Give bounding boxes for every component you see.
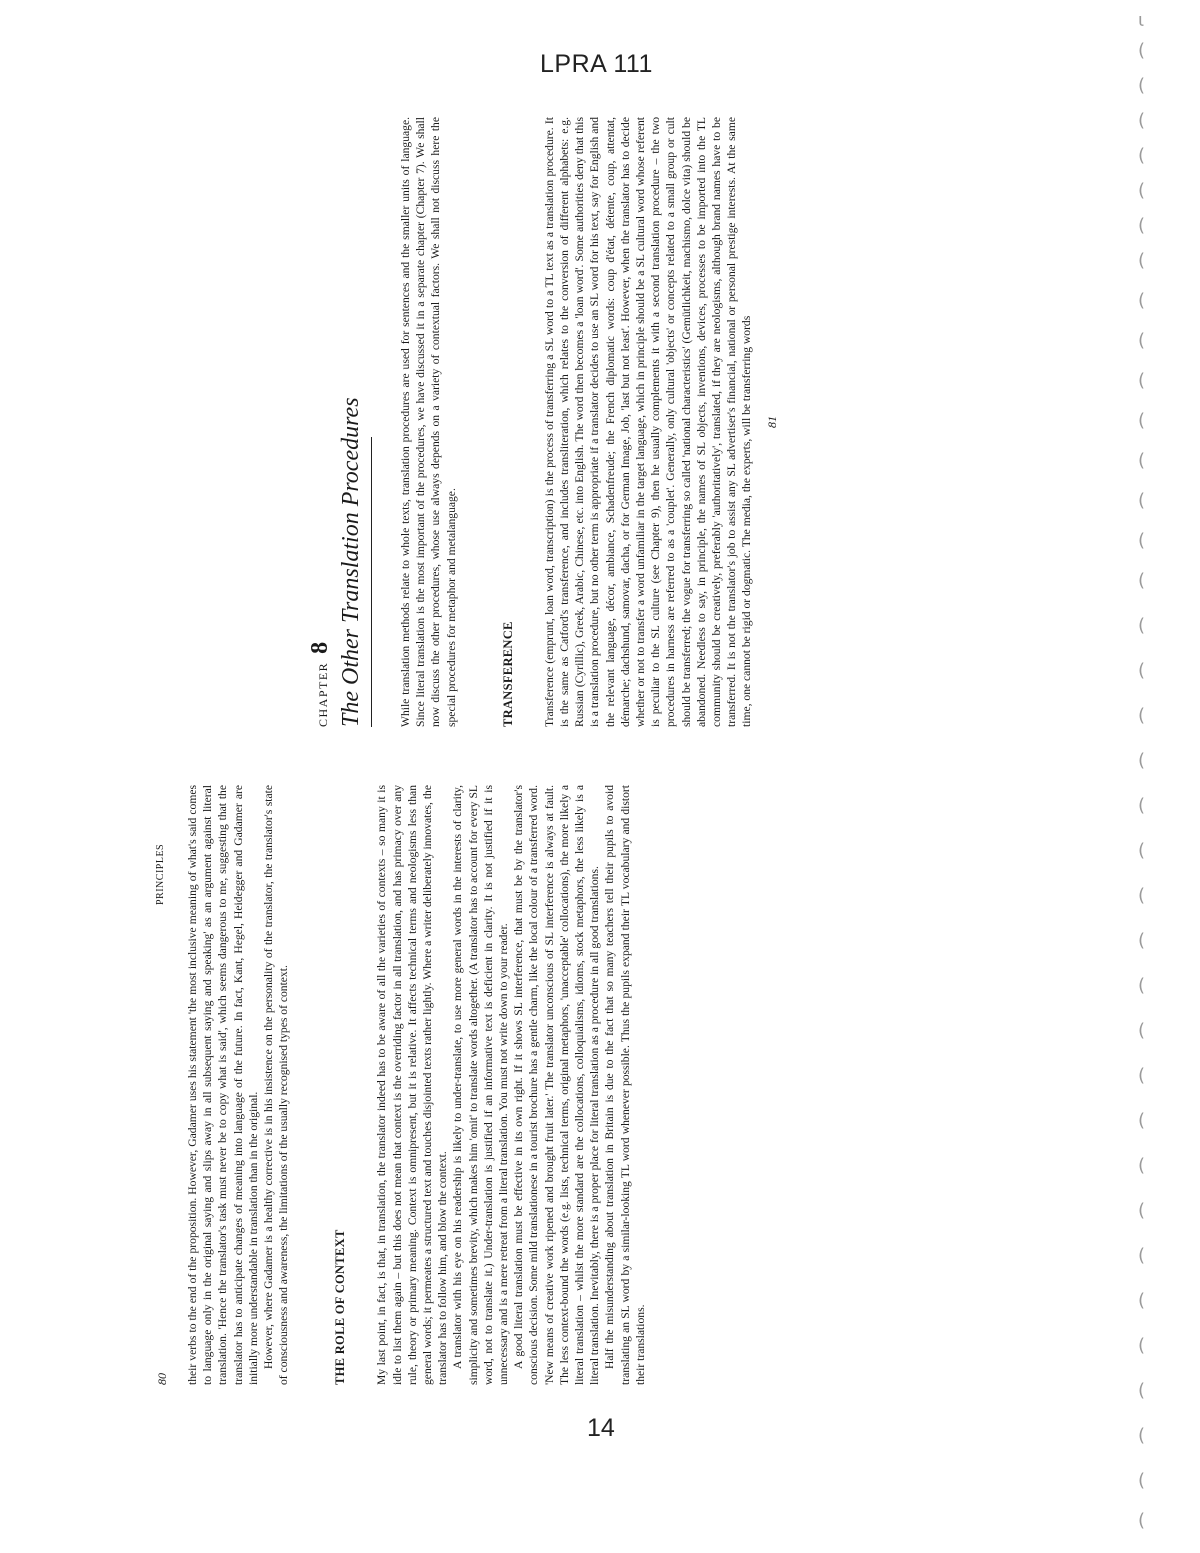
left-page-number: 80 bbox=[155, 1373, 169, 1385]
binding-mark: ( bbox=[1138, 490, 1146, 511]
binding-mark: ( bbox=[1138, 615, 1146, 636]
binding-mark: ( bbox=[1138, 330, 1146, 351]
binding-mark: ( bbox=[1138, 750, 1146, 771]
binding-edge-marks bbox=[1138, 0, 1168, 1553]
binding-mark: ( bbox=[1138, 1245, 1146, 1266]
heading-transference: TRANSFERENCE bbox=[500, 621, 515, 727]
left-paragraph-5: A good literal translation must be effective in its own right. If it shows SL interference, that must be by the translator's conscious decision. Some mild translationese in a tourist brochure has a gentle charm, like the local colour of a transferred word. 'New means of creative work ripened and brought fruit later.' The translator unconscious of SL interference is always at fault. The less context-bound the words (e.g. lists, technical terms, original metaphors, 'unacceptable' collocations), the more likely a literal translation – whilst the more standard are the collocations, colloquialisms, idioms, stock metaphors, the less likely is a literal translation. Inevitably, there is a proper place for literal translation as a procedure in all good translations. bbox=[512, 785, 602, 1385]
binding-mark: ( bbox=[1138, 40, 1146, 61]
heading-role-of-context: THE ROLE OF CONTEXT bbox=[333, 1229, 348, 1385]
binding-mark: ι bbox=[1138, 10, 1145, 31]
right-paragraph-1: While translation methods relate to whole texts, translation procedures are used for sentences and the smaller units of language. Since literal translation is the most important of the procedures, we have discussed it in a separate chapter (Chapter 7). We shall now discuss the other procedures, whose use always depends on a variety of contextual factors. We shall not discuss here the special procedures for metaphor and metalanguage. bbox=[399, 117, 458, 727]
right-paragraph-2: Transference (emprunt, loan word, transcription) is the process of transferring a SL word to a TL text as a translation procedure. It is the same as Catford's transference, and includes transliteration, which relates to the conversion of different alphabets: e.g. Russian (Cyrillic), Greek, Arabic, Chinese, etc. into English. The word then becomes a 'loan word'. Some authorities deny that this is a translation procedure, but no other term is appropriate if a translator decides to use an SL word for his text, say for English and the relevant language, décor, ambiance, Schadenfreude; the French diplomatic words: coup d'état, détente, coup, attentat, démarche; dachshund, samovar, dacha, or for German Image, Job, 'last but not least'. However, when the translator has to decide whether or not to transfer a word unfamiliar in the target language, which in principle should be a SL cultural word whose referent is peculiar to the SL culture (see Chapter 9), then he usually complements it with a second translation procedure – the two procedures in harness are referred to as a 'couplet'. Generally, only cultural 'objects' or concepts related to a small group or cult should be transferred; the vogue for transferring so called 'national characteristics' (Gemütlichkeit, machismo, dolce vita) should be abandoned. Needless to say, in principle, the names of SL objects, inventions, devices, processes to be imported into the TL community should be creatively, preferably 'authoritatively', translated, if they are neologisms, although brand names have to be transferred. It is not the translator's job to assist any SL advertiser's financial, national or personal prestige interests. At the same time, one cannot be rigid or dogmatic. The media, the experts, will be transferring words bbox=[542, 117, 754, 727]
right-book-page bbox=[155, 117, 895, 727]
binding-mark: ( bbox=[1138, 370, 1146, 391]
binding-mark: ( bbox=[1138, 75, 1146, 96]
left-paragraph-2: However, where Gadamer is a healthy corrective is in his insistence on the personality of the translator, the translator's state of consciousness and awareness, the limitations of the usually recognised types of context. bbox=[262, 785, 291, 1385]
binding-mark: ( bbox=[1138, 705, 1146, 726]
chapter-label bbox=[307, 117, 334, 727]
header-code: LPRA 111 bbox=[540, 50, 653, 78]
binding-mark: ( bbox=[1138, 1110, 1146, 1131]
left-paragraph-4: A translator with his eye on his readership is likely to under-translate, to use more general words in the interests of clarity, simplicity and sometimes brevity, which makes him 'omit' to translate words altogether. (A translator has to account for every SL word, not to translate it.) Under-translation is justified if an informative text is deficient in clarity. It is not justified if it is unnecessary and is a mere retreat from a literal translation. You must not write down to your reader. bbox=[451, 785, 511, 1385]
binding-mark: ( bbox=[1138, 1510, 1146, 1531]
left-running-title: PRINCIPLES bbox=[155, 843, 166, 905]
binding-mark: ( bbox=[1138, 410, 1146, 431]
binding-mark: ( bbox=[1138, 530, 1146, 551]
left-paragraph-1: their verbs to the end of the proposition. However, Gadamer uses his statement 'the most inclusive meaning of what's said comes to language only in the original saying and slips away in all subsequent saying and speaking' as an argument against literal translation. 'Hence the translator's task must never be to copy what is said', which seems dangerous to me, suggesting that the translator has to anticipate changes of meaning into language of the future. In fact, Kant, Hegel, Heidegger and Gadamer are initially more understandable in translation than in the original. bbox=[186, 785, 260, 1385]
binding-mark: ( bbox=[1138, 450, 1146, 471]
binding-mark: ( bbox=[1138, 570, 1146, 591]
binding-mark: ( bbox=[1138, 215, 1146, 236]
binding-mark: ( bbox=[1138, 110, 1146, 131]
binding-mark: ( bbox=[1138, 885, 1146, 906]
binding-mark: ( bbox=[1138, 1155, 1146, 1176]
binding-mark: ( bbox=[1138, 975, 1146, 996]
chapter-title: The Other Translation Procedures bbox=[338, 397, 364, 727]
binding-mark: ( bbox=[1138, 795, 1146, 816]
chapter-word: CHAPTER bbox=[316, 661, 330, 727]
binding-mark: ( bbox=[1138, 250, 1146, 271]
right-page-number: 81 bbox=[764, 416, 779, 428]
binding-mark: ( bbox=[1138, 1065, 1146, 1086]
binding-mark: ( bbox=[1138, 1335, 1146, 1356]
binding-mark: ( bbox=[1138, 660, 1146, 681]
binding-mark: ( bbox=[1138, 1290, 1146, 1311]
binding-mark: ( bbox=[1138, 1425, 1146, 1446]
left-paragraph-3: My last point, in fact, is that, in translation, the translator indeed has to be aware of all the varieties of contexts – so many it is idle to list them again – but this does not mean that context is the overriding factor in all translation, and has primacy over any rule, theory or primary meaning. Context is omnipresent, but it is relative. It affects technical terms and neologisms less than general words; it permeates a structured text and touches disjointed texts rather lightly. Where a writer deliberately innovates, the translator has to follow him, and blow the context. bbox=[375, 785, 450, 1385]
left-book-page bbox=[155, 785, 895, 1385]
binding-mark: ( bbox=[1138, 840, 1146, 861]
binding-mark: ( bbox=[1138, 1380, 1146, 1401]
binding-mark: ( bbox=[1138, 1470, 1146, 1491]
binding-mark: ( bbox=[1138, 180, 1146, 201]
chapter-number: 8 bbox=[307, 641, 333, 654]
binding-mark: ( bbox=[1138, 145, 1146, 166]
footer-page-number: 14 bbox=[587, 1414, 615, 1442]
binding-mark: ( bbox=[1138, 1020, 1146, 1041]
left-paragraph-6: Half the misunderstanding about translation in Britain is due to the fact that so many teachers tell their pupils to avoid translating an SL word by a similar-looking TL word whenever possible. Thus the pupils expand their TL vocabulary and distort their translations. bbox=[603, 785, 647, 1385]
binding-mark: ( bbox=[1138, 930, 1146, 951]
binding-mark: ( bbox=[1138, 1200, 1146, 1221]
binding-mark: ( bbox=[1138, 290, 1146, 311]
left-running-head bbox=[155, 785, 175, 1385]
scanned-book-spread bbox=[155, 105, 895, 1395]
